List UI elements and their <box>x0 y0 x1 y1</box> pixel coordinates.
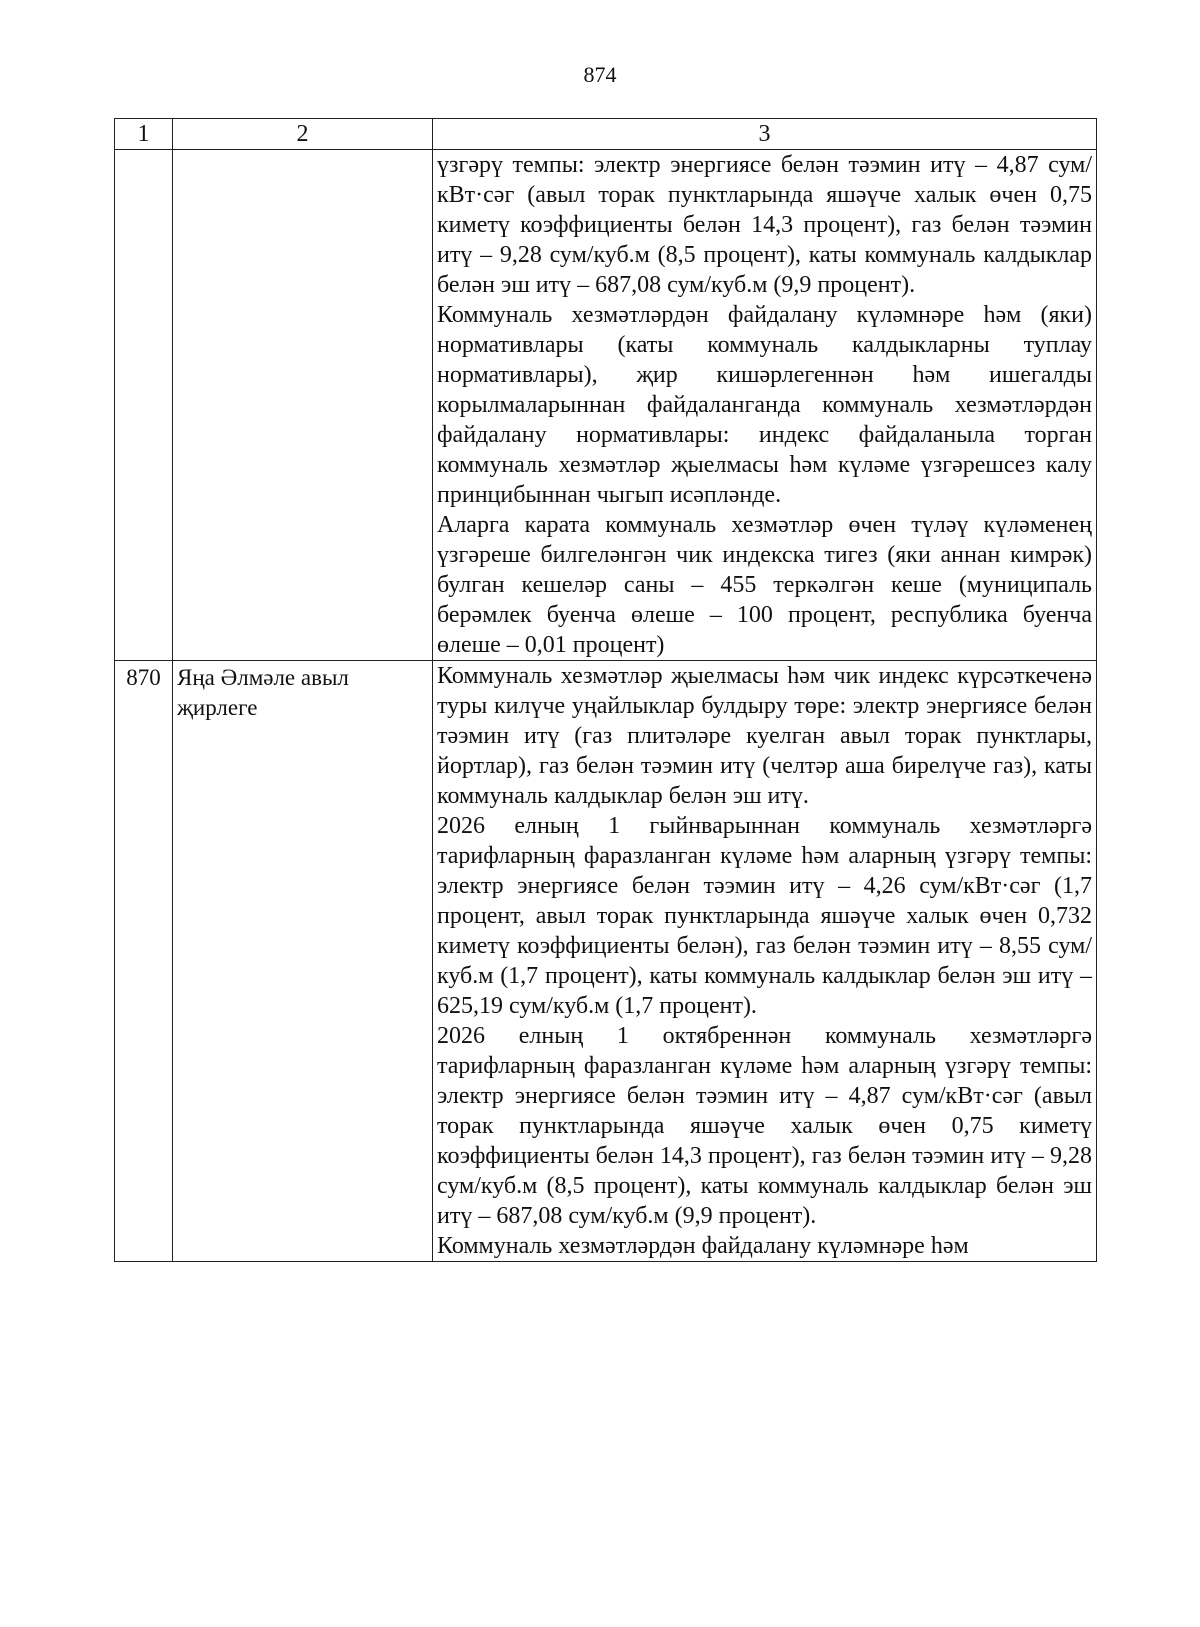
column-header-description: 3 <box>433 119 1097 150</box>
paragraph: үзгәрү темпы: электр энергиясе белән тәэмин итү – 4,87 сум/кВт·сәг (авыл торак пунктларында яшәүче халык өчен 0,75 киметү коэффициенты белән 14,3 процент), газ белән тәэмин итү – 9,28 сум/куб.м (8,5 процент), каты коммуналь калдыклар белән эш итү – 687,08 сум/куб.м (9,9 процент). <box>437 152 1092 298</box>
paragraph: Коммуналь хезмәтләрдән файдалану күләмнәре һәм <box>437 1233 969 1259</box>
settlement-name <box>173 150 433 661</box>
row-number <box>115 150 173 661</box>
column-header-number: 1 <box>115 119 173 150</box>
table-row <box>115 150 1097 661</box>
tariff-table <box>114 118 1097 1262</box>
paragraph: Коммуналь хезмәтләрдән файдалану күләмнәре һәм (яки) нормативлары (каты коммуналь калдыкларны туплау нормативлары), җир кишәрлегеннән һәм ишегалды корылмаларыннан файдаланганда коммуналь хезмәтләрдән файдалану нормативлары: индекс файдаланыла торган коммуналь хезмәтләр җыелмасы һәм күләме үзгәрешсез калу принцибыннан чыгып исәпләнде. <box>437 302 1092 508</box>
page-number: 874 <box>583 62 617 87</box>
row-description <box>433 661 1097 1262</box>
paragraph: Аларга карата коммуналь хезмәтләр өчен түләү күләменең үзгәреше билгеләнгән чик индекска тигез (яки аннан кимрәк) булган кешеләр саны – 455 теркәлгән кеше (муниципаль берәмлек буенча өлеше – 100 процент, республика буенча өлеше – 0,01 процент) <box>437 512 1092 658</box>
row-description <box>433 150 1097 661</box>
column-header-name: 2 <box>173 119 433 150</box>
paragraph: 2026 елның 1 октябреннән коммуналь хезмәтләргә тарифларның фаразланган күләме һәм аларның үзгәрү темпы: электр энергиясе белән тәэмин итү – 4,87 сум/кВт·сәг (авыл торак пунктларында яшәүче халык өчен 0,75 киметү коэффициенты белән 14,3 процент), газ белән тәэмин итү – 9,28 сум/куб.м (8,5 процент), каты коммуналь калдыклар белән эш итү – 687,08 сум/куб.м (9,9 процент). <box>437 1023 1092 1229</box>
table-header-row <box>115 119 1097 150</box>
table-row <box>115 661 1097 1262</box>
settlement-name: Яңа Әлмәле авыл җирлеге <box>173 661 433 1262</box>
paragraph: Коммуналь хезмәтләр җыелмасы һәм чик индекс күрсәткеченә туры килүче уңайлыклар булдыру төре: электр энергиясе белән тәэмин итү (газ плитәләре куелган авыл торак пунктлары, йортлар), газ белән тәэмин итү (челтәр аша бирелүче газ), каты коммуналь калдыклар белән эш итү. <box>437 663 1092 809</box>
paragraph: 2026 елның 1 гыйнварыннан коммуналь хезмәтләргә тарифларның фаразланган күләме һәм аларның үзгәрү темпы: электр энергиясе белән тәэмин итү – 4,26 сум/кВт·сәг (1,7 процент, авыл торак пунктларында яшәүче халык өчен 0,732 киметү коэффициенты белән), газ белән тәэмин итү – 8,55 сум/куб.м (1,7 процент), каты коммуналь калдыклар белән эш итү – 625,19 сум/куб.м (1,7 процент). <box>437 813 1092 1019</box>
row-number: 870 <box>115 661 173 1262</box>
